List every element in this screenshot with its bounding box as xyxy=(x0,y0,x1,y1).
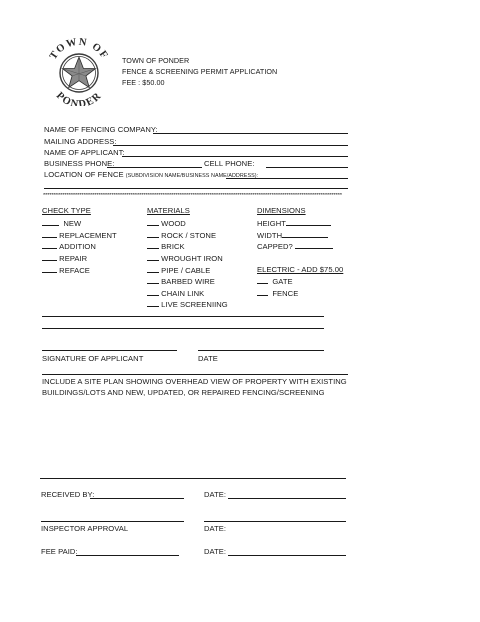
material-brick[interactable] xyxy=(147,241,185,252)
mailing-address-label: MAILING ADDRESS: xyxy=(44,137,117,146)
inspector-approval-line[interactable] xyxy=(41,521,184,522)
fence-location-field-2[interactable] xyxy=(44,188,348,189)
mailing-address-field[interactable] xyxy=(113,145,348,146)
header-line-2: FENCE & SCREENING PERMIT APPLICATION xyxy=(122,67,278,76)
check-type-addition[interactable] xyxy=(42,241,96,252)
checkbox-blank[interactable] xyxy=(42,265,57,273)
town-seal-logo xyxy=(38,38,120,106)
height-label: HEIGHT xyxy=(257,219,286,228)
option-label: REPLACEMENT xyxy=(59,231,117,240)
site-plan-bottom-rule xyxy=(40,478,346,479)
received-date-label: DATE: xyxy=(204,490,227,499)
fee-paid-label: FEE PAID: xyxy=(41,547,78,556)
cell-phone-label: CELL PHONE: xyxy=(204,159,255,168)
site-plan-instruction-2: BUILDINGS/LOTS AND NEW, UPDATED, OR REPAIRED FENCING/SCREENING xyxy=(42,388,325,397)
check-type-new[interactable] xyxy=(42,218,81,229)
inspector-date-label: DATE: xyxy=(204,524,227,533)
checkbox-blank[interactable] xyxy=(257,288,268,296)
checkbox-blank[interactable] xyxy=(42,253,57,261)
cell-phone-field[interactable] xyxy=(266,167,348,168)
option-label: BARBED WIRE xyxy=(161,277,215,286)
notes-line-1[interactable] xyxy=(42,316,324,317)
signature-date-line[interactable] xyxy=(198,350,324,351)
option-label: CHAIN LINK xyxy=(161,289,205,298)
checkbox-blank[interactable] xyxy=(42,218,59,226)
material-wood[interactable] xyxy=(147,218,186,229)
checkbox-blank[interactable] xyxy=(147,253,159,261)
fence-location-label xyxy=(44,170,258,181)
fee-paid-date-field[interactable] xyxy=(228,555,346,556)
site-plan-instruction-1: INCLUDE A SITE PLAN SHOWING OVERHEAD VIEW OF PROPERTY WITH EXISTING xyxy=(42,377,347,386)
notes-line-2[interactable] xyxy=(42,328,324,329)
business-phone-field[interactable] xyxy=(107,167,202,168)
option-label: ROCK / STONE xyxy=(161,231,217,240)
applicant-signature-label: SIGNATURE OF APPLICANT xyxy=(42,354,144,363)
width-label: WIDTH xyxy=(257,231,283,240)
applicant-name-label: NAME OF APPLICANT: xyxy=(44,148,125,157)
applicant-signature-line[interactable] xyxy=(42,350,177,351)
material-live-screening[interactable] xyxy=(147,299,228,310)
fence-location-text: LOCATION OF FENCE xyxy=(44,170,124,179)
star-seal-icon xyxy=(38,38,120,106)
materials-heading: MATERIALS xyxy=(147,206,190,215)
check-type-repair[interactable] xyxy=(42,253,87,264)
signature-date-label: DATE xyxy=(198,354,218,363)
check-type-heading: CHECK TYPE xyxy=(42,206,91,215)
option-label: FENCE xyxy=(272,289,299,298)
fee-paid-field[interactable] xyxy=(76,555,179,556)
option-label: WROUGHT IRON xyxy=(161,254,223,263)
capped-field[interactable] xyxy=(295,241,333,249)
capped-label: CAPPED? xyxy=(257,242,293,251)
electric-fence[interactable] xyxy=(257,288,298,299)
material-barbed-wire[interactable] xyxy=(147,276,215,287)
seal-top-text: TOWN OF xyxy=(47,38,111,62)
electric-heading: ELECTRIC - ADD $75.00 xyxy=(257,265,344,274)
option-label: LIVE SCREENIING xyxy=(161,300,228,309)
height-field[interactable] xyxy=(286,218,331,226)
seal-bottom-text: PONDER xyxy=(53,90,105,106)
checkbox-blank[interactable] xyxy=(147,299,159,307)
check-type-replacement[interactable] xyxy=(42,230,117,241)
checkbox-blank[interactable] xyxy=(147,230,159,238)
separator-stars: ******************************************************************************************************************************************** xyxy=(43,193,342,199)
checkbox-blank[interactable] xyxy=(147,265,159,273)
checkbox-blank[interactable] xyxy=(147,288,159,296)
business-phone-label: BUSINESS PHONE: xyxy=(44,159,115,168)
applicant-name-field[interactable] xyxy=(122,156,348,157)
option-label: BRICK xyxy=(161,242,185,251)
option-label: ADDITION xyxy=(59,242,96,251)
dimension-height[interactable] xyxy=(257,218,331,229)
inspector-approval-label: INSPECTOR APPROVAL xyxy=(41,524,129,533)
header-line-3: FEE : $50.00 xyxy=(122,78,165,87)
dimension-width[interactable] xyxy=(257,230,328,241)
site-plan-rule xyxy=(42,374,348,375)
checkbox-blank[interactable] xyxy=(257,276,268,284)
fence-location-field[interactable] xyxy=(226,178,348,179)
fence-location-note: (SUBDIVISION NAME/BUSINESS NAME/ADDRESS): xyxy=(125,173,259,179)
option-label: NEW xyxy=(63,219,82,228)
checkbox-blank[interactable] xyxy=(42,241,57,249)
fee-paid-date-label: DATE: xyxy=(204,547,227,556)
dimension-capped[interactable] xyxy=(257,241,333,252)
checkbox-blank[interactable] xyxy=(147,241,159,249)
checkbox-blank[interactable] xyxy=(42,230,57,238)
option-label: GATE xyxy=(272,277,293,286)
width-field[interactable] xyxy=(282,230,328,238)
checkbox-blank[interactable] xyxy=(147,276,159,284)
received-date-field[interactable] xyxy=(228,498,346,499)
material-chain-link[interactable] xyxy=(147,288,204,299)
material-pipe-cable[interactable] xyxy=(147,265,210,276)
option-label: REFACE xyxy=(59,266,90,275)
option-label: PIPE / CABLE xyxy=(161,266,211,275)
material-rock-stone[interactable] xyxy=(147,230,216,241)
material-wrought-iron[interactable] xyxy=(147,253,223,264)
option-label: WOOD xyxy=(161,219,186,228)
check-type-reface[interactable] xyxy=(42,265,90,276)
received-by-field[interactable] xyxy=(90,498,184,499)
inspector-date-line[interactable] xyxy=(204,521,346,522)
header-line-1: TOWN OF PONDER xyxy=(122,56,190,65)
received-by-label: RECEIVED BY: xyxy=(41,490,95,499)
fencing-company-field[interactable] xyxy=(153,133,348,134)
option-label: REPAIR xyxy=(59,254,88,263)
dimensions-heading: DIMENSIONS xyxy=(257,206,306,215)
electric-gate[interactable] xyxy=(257,276,293,287)
fencing-company-label: NAME OF FENCING COMPANY: xyxy=(44,125,158,134)
checkbox-blank[interactable] xyxy=(147,218,159,226)
